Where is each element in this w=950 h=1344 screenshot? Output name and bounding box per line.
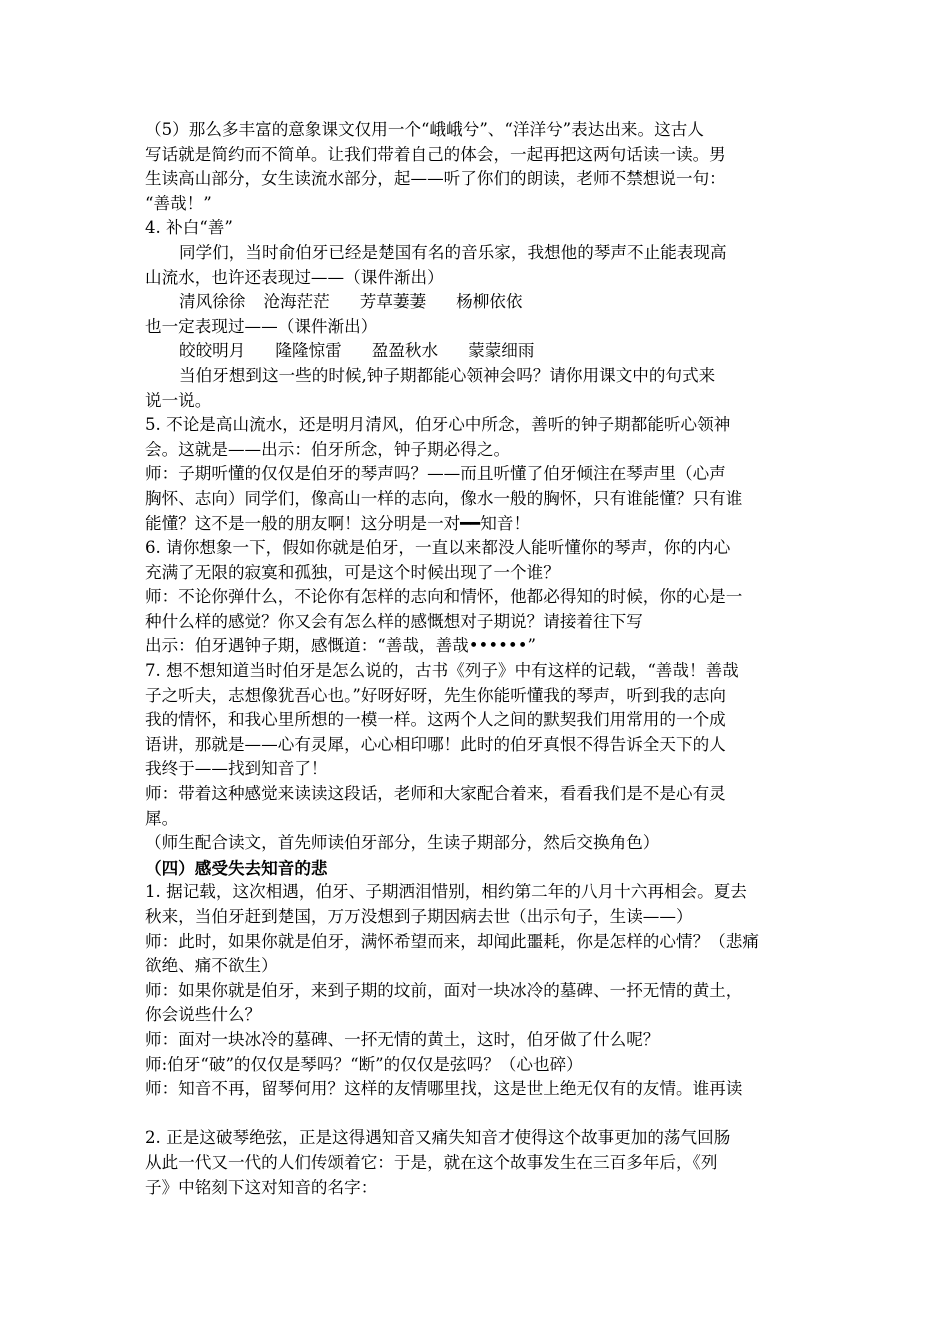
text-line: 写话就是简约而不简单。让我们带着自己的体会，一起再把这两句话读一读。男 bbox=[145, 144, 726, 164]
text-line: “善哉！” bbox=[145, 193, 212, 213]
text-line: 充满了无限的寂寞和孤独，可是这个时候出现了一个谁？ bbox=[145, 562, 560, 582]
text-line: 胸怀、志向）同学们，像高山一样的志向，像水一般的胸怀，只有谁能懂？只有谁 bbox=[145, 488, 743, 508]
text-line: 犀。 bbox=[145, 808, 179, 828]
word-group-1 bbox=[145, 290, 805, 315]
word-item: 蒙蒙细雨 bbox=[468, 341, 535, 361]
word-group-2 bbox=[145, 339, 805, 364]
text-line: 秋来，当伯牙赶到楚国，万万没想到子期因病去世（出示句子，生读——） bbox=[145, 907, 693, 926]
text-line: 子之听夫，志想像犹吾心也。”好呀好呀，先生你能听懂我的琴声，听到我的志向 bbox=[145, 685, 726, 705]
text-line: 说一说。 bbox=[145, 390, 212, 410]
text-line: （5）那么多丰富的意象课文仅用一个“峨峨兮”、“洋洋兮”表达出来。这古人 bbox=[145, 120, 704, 139]
text-line: 子》中铭刻下这对知音的名字： bbox=[145, 1177, 378, 1197]
text-line: 种什么样的感觉？你又会有怎么样的感慨想对子期说？请接着往下写 bbox=[145, 611, 643, 631]
text-line: 同学们，当时俞伯牙已经是楚国有名的音乐家，我想他的琴声不止能表现高 bbox=[179, 242, 727, 262]
text-line: 师：带着这种感觉来读读这段话，老师和大家配合着来，看看我们是不是心有灵 bbox=[145, 784, 726, 804]
text-line: 6. 请你想象一下，假如你就是伯牙，一直以来都没人能听懂你的琴声，你的内心 bbox=[145, 538, 731, 558]
text-line: 也一定表现过——（课件渐出） bbox=[145, 316, 378, 336]
text-line: 2. 正是这破琴绝弦，正是这得遇知音又痛失知音才使得这个故事更加的荡气回肠 bbox=[145, 1128, 731, 1148]
text-line: 1. 据记载，这次相遇，伯牙、子期洒泪惜别，相约第二年的八月十六再相会。夏去 bbox=[145, 882, 747, 902]
text-line: 师：如果你就是伯牙，来到子期的坟前，面对一块冰冷的墓碑、一抔无情的黄土， bbox=[145, 980, 743, 1000]
text-line: 师：面对一块冰冷的墓碑、一抔无情的黄土，这时，伯牙做了什么呢？ bbox=[145, 1029, 660, 1049]
word-item: 沧海茫茫 bbox=[263, 292, 330, 312]
section-heading: 4. 补白“善” bbox=[145, 218, 233, 238]
text-line: 从此一代又一代的人们传颂着它：于是，就在这个故事发生在三百多年后，《列 bbox=[145, 1152, 718, 1172]
text-line: 当伯牙想到这一些的时候,钟子期都能心领神会吗？请你用课文中的句式来 bbox=[179, 365, 716, 385]
text-line: 出示：伯牙遇钟子期，感慨道：“善哉，善哉••••••” bbox=[145, 636, 536, 656]
text-line: 你会说些什么？ bbox=[145, 1005, 262, 1025]
blank-line bbox=[145, 1102, 805, 1127]
word-item: 盈盈秋水 bbox=[371, 341, 439, 361]
section-heading: （四）感受失去知音的悲 bbox=[145, 857, 328, 878]
text-line: 师：不论你弹什么，不论你有怎样的志向和情怀，他都必得知的时候，你的心是一 bbox=[145, 587, 743, 607]
text-line: 会。这就是——出示：伯牙所念，钟子期必得之。 bbox=[145, 439, 511, 459]
text-line: 7. 想不想知道当时伯牙是怎么说的，古书《列子》中有这样的记载，“善哉！善哉 bbox=[145, 661, 739, 681]
text-line: 师：子期听懂的仅仅是伯牙的琴声吗？——而且听懂了伯牙倾注在琴声里（心声 bbox=[145, 464, 726, 484]
text-line: （师生配合读文，首先师读伯牙部分，生读子期部分，然后交换角色） bbox=[145, 833, 660, 853]
word-item: 芳草萋萋 bbox=[359, 292, 427, 312]
word-item: 杨柳依依 bbox=[456, 292, 523, 312]
text-line: 我的情怀，和我心里所想的一模一样。这两个人之间的默契我们用常用的一个成 bbox=[145, 710, 726, 730]
word-item: 隆隆惊雷 bbox=[275, 341, 342, 361]
text-line: 语讲，那就是——心有灵犀，心心相印哪！此时的伯牙真恨不得告诉全天下的人 bbox=[145, 734, 726, 754]
document-page bbox=[145, 118, 805, 1200]
text-line: 师:伯牙“破”的仅仅是琴吗？“断”的仅仅是弦吗？（心也碎） bbox=[145, 1054, 583, 1074]
text-line: 5. 不论是高山流水，还是明月清风，伯牙心中所念，善听的钟子期都能听心领神 bbox=[145, 415, 731, 435]
text-line: 师：知音不再，留琴何用？这样的友情哪里找，这是世上绝无仅有的友情。谁再读 bbox=[145, 1079, 743, 1099]
text-line: 山流水，也许还表现过——（课件渐出） bbox=[145, 267, 444, 287]
text-line: 我终于——找到知音了！ bbox=[145, 759, 328, 779]
text-line: 师：此时，如果你就是伯牙，满怀希望而来，却闻此噩耗，你是怎样的心情？（悲痛 bbox=[145, 931, 759, 951]
text-line: 生读高山部分，女生读流水部分，起——听了你们的朗读，老师不禁想说一句： bbox=[145, 169, 726, 189]
word-item: 清风徐徐 bbox=[179, 292, 246, 312]
text-line: 能懂？这不是一般的朋友啊！这分明是一对━━知音！ bbox=[145, 513, 531, 533]
text-line: 欲绝、痛不欲生） bbox=[145, 956, 278, 976]
word-item: 皎皎明月 bbox=[179, 341, 246, 361]
